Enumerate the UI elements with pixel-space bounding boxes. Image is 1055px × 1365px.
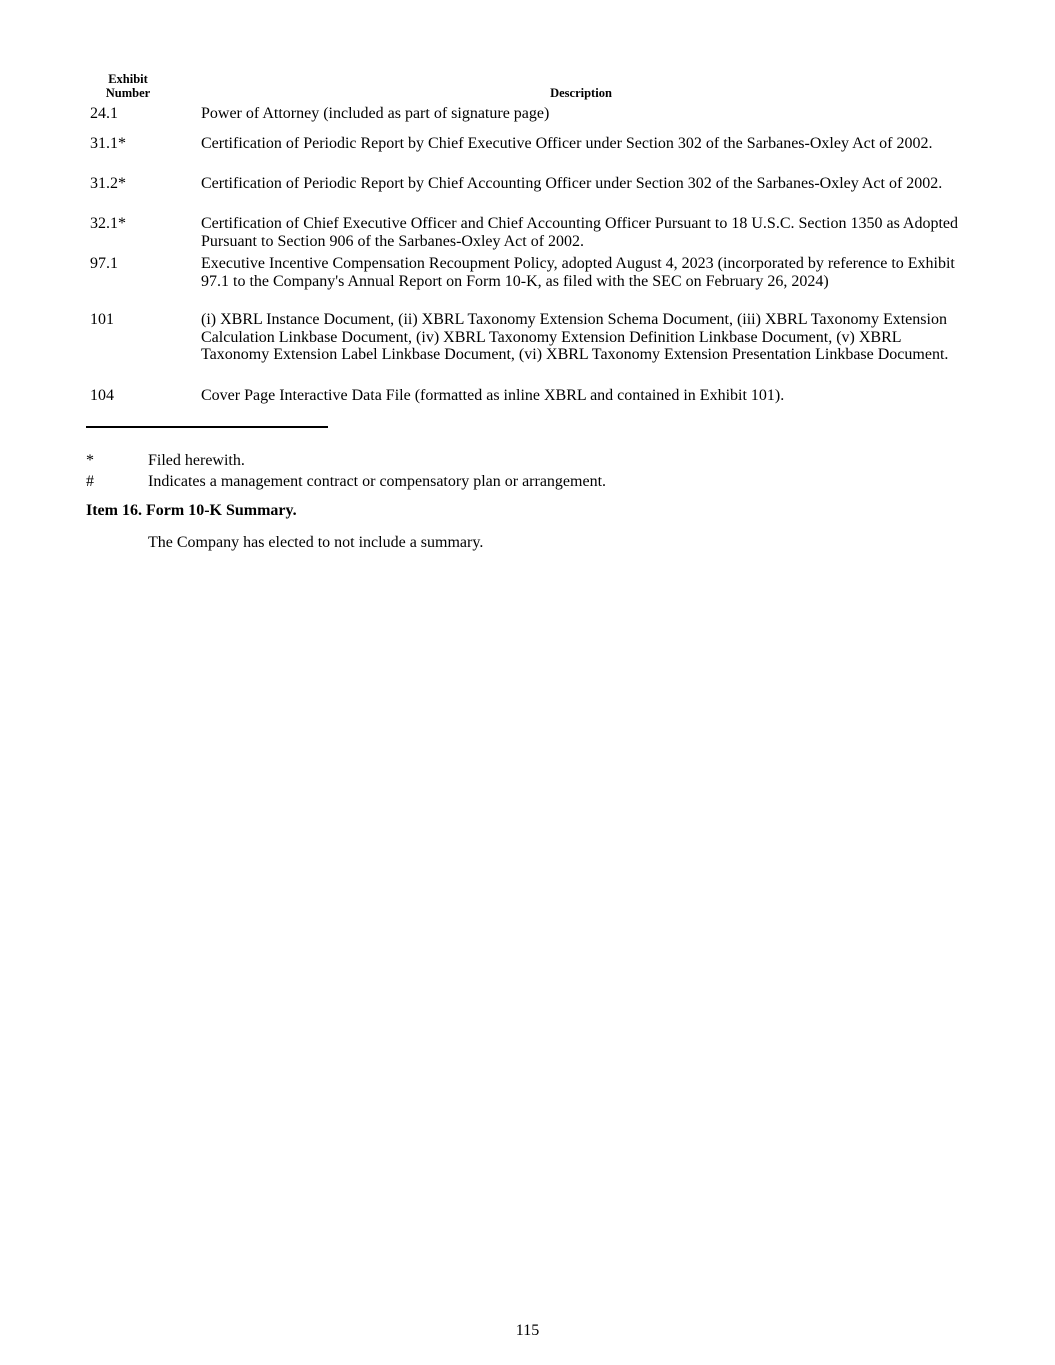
exhibit-number: 32.1* [90, 215, 126, 232]
exhibit-description: Executive Incentive Compensation Recoupment Policy, adopted August 4, 2023 (incorporated by reference to Exhibit 97.1 to the Company's Annual Report on Form 10-K, as filed with the SEC on February 26, 2024) [201, 255, 955, 290]
footnotes [86, 451, 966, 493]
exhibit-description: Certification of Periodic Report by Chief Executive Officer under Section 302 of the Sarbanes-Oxley Act of 2002. [201, 135, 933, 152]
exhibit-number: 101 [90, 311, 114, 328]
footnote [86, 451, 966, 472]
exhibit-description: Certification of Chief Executive Officer and Chief Accounting Officer Pursuant to 18 U.S.C. Section 1350 as Adopted Pursuant to Section 906 of the Sarbanes-Oxley Act of 2002. [201, 215, 959, 250]
footnote-text: Indicates a management contract or compensatory plan or arrangement. [148, 473, 607, 490]
exhibit-number: 31.2* [90, 175, 126, 192]
exhibit-number: 104 [90, 387, 114, 404]
item-16-body: The Company has elected to not include a summary. [148, 534, 484, 551]
header-line-number: Number [105, 86, 151, 100]
header-line-exhibit: Exhibit [108, 72, 148, 86]
footnote-divider [86, 426, 328, 428]
item-16-heading: Item 16. Form 10-K Summary. [86, 502, 297, 519]
exhibit-number: 31.1* [90, 135, 126, 152]
exhibit-table [86, 72, 966, 404]
exhibit-description: (i) XBRL Instance Document, (ii) XBRL Taxonomy Extension Schema Document, (iii) XBRL Taxonomy Extension Calculation Linkbase Document, (iv) XBRL Taxonomy Extension Definition Linkbase Document, (v) XBRL Taxonomy Extension Label Linkbase Document, (vi) XBRL Taxonomy Extension Presentation Linkbase Document. [201, 311, 949, 363]
footnote-symbol: * [86, 452, 94, 469]
exhibit-number: 24.1 [90, 105, 118, 122]
description-header: Description [550, 86, 612, 100]
table-header [86, 72, 966, 102]
footnote [86, 472, 966, 493]
exhibit-description: Cover Page Interactive Data File (formatted as inline XBRL and contained in Exhibit 101). [201, 387, 785, 404]
footnote-symbol: # [86, 473, 94, 490]
exhibit-number: 97.1 [90, 255, 118, 272]
page-number: 115 [515, 1322, 540, 1339]
exhibit-description: Certification of Periodic Report by Chief Accounting Officer under Section 302 of the Sarbanes-Oxley Act of 2002. [201, 175, 943, 192]
exhibit-number-header [86, 72, 170, 100]
exhibit-description: Power of Attorney (included as part of signature page) [201, 105, 550, 122]
footnote-text: Filed herewith. [148, 452, 245, 469]
